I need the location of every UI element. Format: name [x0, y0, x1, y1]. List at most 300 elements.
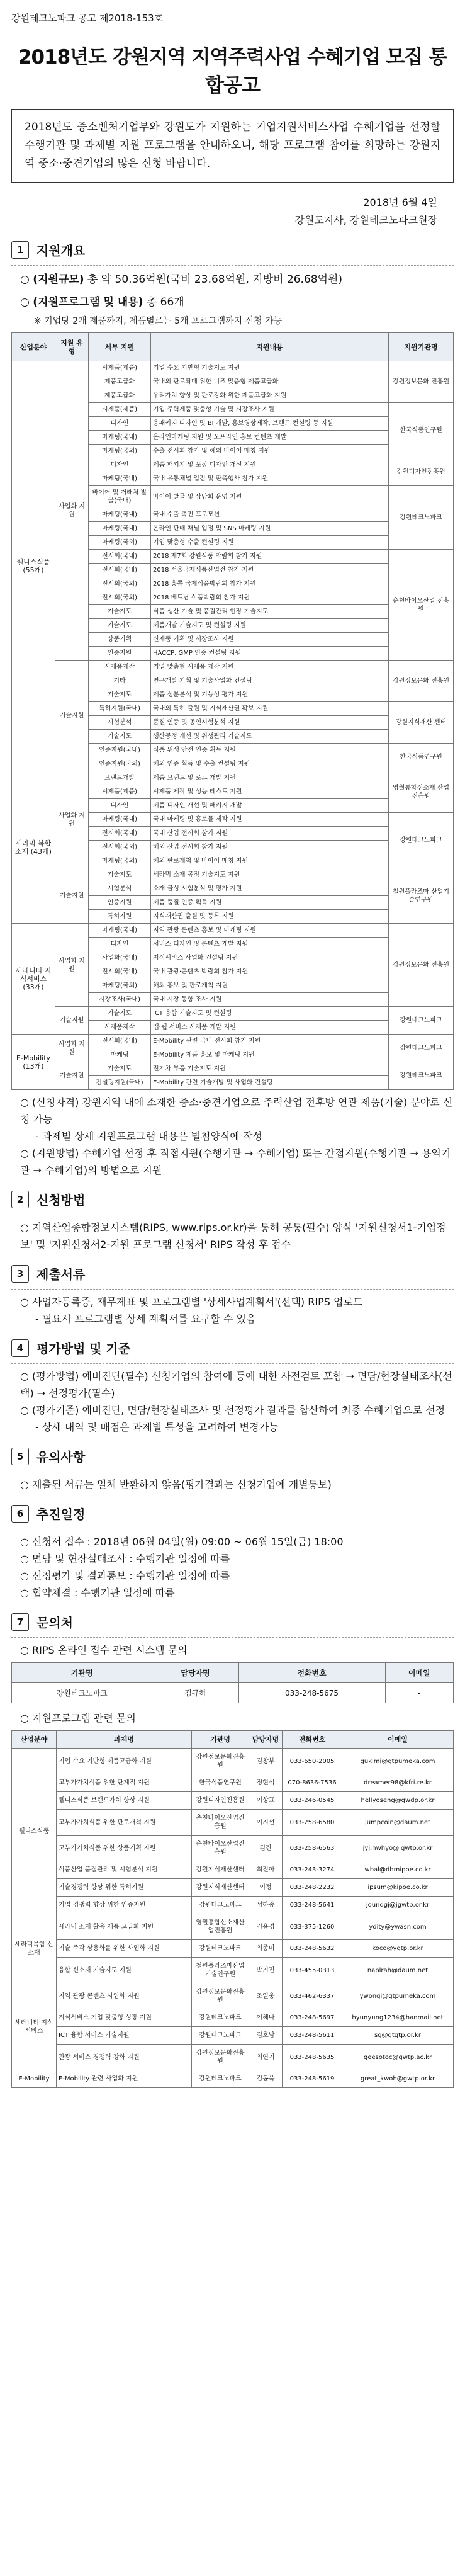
dept-person: 김창부	[249, 1749, 283, 1774]
program-org: 강원테크노파크	[389, 1062, 454, 1090]
dept-phone: 033-248-5632	[283, 1940, 342, 1958]
program-content: 세라믹 소재 공정 기술지도 지원	[151, 868, 389, 882]
program-content: 우리가치 향상 및 판로강화 위한 제품고급화 지원	[151, 389, 389, 403]
dept-email[interactable]: hyunyung1234@hanmail.net	[342, 2009, 454, 2027]
section-5-heading	[11, 1447, 454, 1465]
program-detail: 시제품(제품)	[89, 361, 151, 375]
dept-row	[12, 2027, 454, 2045]
dept-email[interactable]: sg@gtgtp.or.kr	[342, 2027, 454, 2045]
program-header-cell: 세부 지원	[89, 333, 151, 361]
program-industry: 웰니스식품 (55개)	[12, 361, 55, 771]
program-row	[12, 361, 454, 375]
program-content: 제품 품질 인증 획득 지원	[151, 896, 389, 910]
program-detail: 마케팅(국내)	[89, 472, 151, 486]
program-type: 사업화 지원	[55, 924, 89, 1007]
section-6-number: 6	[11, 1505, 29, 1523]
program-detail: 기타	[89, 674, 151, 688]
section-3-body	[20, 1293, 454, 1327]
dept-phone: 033-258-6580	[283, 1810, 342, 1836]
documents-text: 사업자등록증, 재무제표 및 프로그램별 '상세사업계획서'(선택) RIPS 업로드	[32, 1296, 363, 1308]
dept-org: 강원테크노파크	[192, 1940, 249, 1958]
dept-person: 이정	[249, 1879, 283, 1897]
dept-email[interactable]: great_kwoh@gwtp.or.kr	[342, 2070, 454, 2088]
program-org: 강원정보문화 진흥원	[389, 361, 454, 403]
contact-header-cell: 전화번호	[238, 1663, 385, 1683]
support-method: ○ (지원방법) 수혜기업 선정 후 직접지원(수행기관 → 수혜기업) 또는 간접지원(수행기관 → 용역기관 → 수혜기업)의 방법으로 지원	[20, 1147, 451, 1176]
program-detail: 시제품제작	[89, 1021, 151, 1035]
dept-phone: 033-246-0545	[283, 1792, 342, 1810]
contact-sub-1: ○ RIPS 온라인 접수 관련 시스템 문의	[20, 1644, 188, 1656]
caution-line: ○ 제출된 서류는 일체 반환하지 않음(평가결과는 신청기업에 개별통보)	[20, 1478, 332, 1490]
program-org: 영월통합신소재 산업 진흥원	[389, 771, 454, 813]
program-content: E-Mobility 관련 국내 전시회 참가 지원	[151, 1035, 389, 1048]
program-content: 신제품 기획 및 시장조사 지원	[151, 633, 389, 647]
program-content: 식품 위생 안전 인증 획득 지원	[151, 744, 389, 757]
dept-email[interactable]: wbal@dhmipoe.co.kr	[342, 1861, 454, 1879]
program-detail: 마케팅(국내)	[89, 522, 151, 536]
program-content: 기업 맞춤형 수출 컨설팅 지원	[151, 536, 389, 550]
dept-task: 고부가가치식품 위한 판로개척 지원	[57, 1810, 192, 1836]
support-scale-text: 총 약 50.36억원(국비 23.68억원, 지방비 26.68억원)	[87, 273, 343, 286]
dept-phone: 033-243-3274	[283, 1861, 342, 1879]
dept-email[interactable]: koco@ygtp.or.kr	[342, 1940, 454, 1958]
schedule-text-4: 협약체결 : 수행기관 일정에 따름	[32, 1587, 175, 1599]
program-detail: 기술지도	[89, 1062, 151, 1076]
dept-person: 정현석	[249, 1774, 283, 1792]
dept-row	[12, 1983, 454, 2009]
program-detail: 기술지도	[89, 605, 151, 619]
program-detail: 마케팅	[89, 1048, 151, 1062]
program-detail: 브랜드개발	[89, 771, 151, 785]
program-detail: 디자인	[89, 799, 151, 813]
section-4-number: 4	[11, 1339, 29, 1357]
dept-phone: 033-462-6337	[283, 1983, 342, 2009]
program-table-header	[12, 333, 454, 361]
program-type: 기술지원	[55, 1062, 89, 1090]
program-detail: 전시회(국내)	[89, 827, 151, 841]
dept-phone: 033-248-2232	[283, 1879, 342, 1897]
dept-person: 이지선	[249, 1810, 283, 1836]
program-detail: 전시회(국외)	[89, 591, 151, 605]
dept-row	[12, 1749, 454, 1774]
program-type: 기술지원	[55, 1007, 89, 1035]
issuer: 강원도지사, 강원테크노파크원장	[294, 214, 437, 226]
program-content: 연구개발 기획 및 기술사업화 컨설팅	[151, 674, 389, 688]
dept-phone: 033-375-1260	[283, 1914, 342, 1940]
contact-sub-1-text: RIPS 온라인 접수 관련 시스템 문의	[32, 1644, 188, 1656]
dept-phone: 033-248-5641	[283, 1897, 342, 1914]
program-detail: 상품기획	[89, 633, 151, 647]
program-table	[11, 332, 454, 1090]
dept-person: 성하중	[249, 1897, 283, 1914]
contact-cell: 강원테크노파크	[12, 1683, 152, 1703]
program-detail: 시험분석	[89, 716, 151, 730]
dept-header-cell: 담당자명	[249, 1731, 283, 1749]
section-2-heading	[11, 1190, 454, 1208]
program-org: 강원지식재산 센터	[389, 702, 454, 744]
dept-phone: 033-248-5619	[283, 2070, 342, 2088]
program-content: 국내 시장 동향 조사 지원	[151, 993, 389, 1007]
contact-header-cell: 담당자명	[152, 1663, 238, 1683]
dept-row	[12, 2045, 454, 2070]
program-detail: 전시회(국외)	[89, 577, 151, 591]
schedule-line-3: ○ 선정평가 및 결과통보 : 수행기관 일정에 따름	[20, 1570, 230, 1582]
eligibility-text: (신청자격) 강원지역 내에 소재한 중소·중견기업으로 주력산업 전후방 연관 제품(기술) 분야로 신청 가능	[20, 1096, 453, 1125]
dept-industry: E-Mobility	[12, 2070, 57, 2088]
section-2-title: 신청방법	[36, 1193, 86, 1208]
program-detail: 인증지원	[89, 647, 151, 661]
program-detail: 전시회(국내)	[89, 564, 151, 577]
program-org: 춘천바이오산업 진흥원	[389, 550, 454, 661]
program-table-body	[12, 361, 454, 1090]
dept-row	[12, 1879, 454, 1897]
program-content: 기업 수요 기반형 기술지도 지원	[151, 361, 389, 375]
dept-row	[12, 1774, 454, 1792]
section-6-title: 추진일정	[36, 1507, 86, 1522]
program-content: 국내외 특허 출원 및 지식재산권 확보 지원	[151, 702, 389, 716]
section-2-body	[20, 1219, 454, 1253]
apply-method: ○ 지역산업종합정보시스템(RIPS, www.rips.or.kr)을 통해 공통(필수) 양식 '지원신청서1-기업정보' 및 '지원신청서2-지원 프로그램 신청서' RIPS 작성 후 접수	[20, 1222, 446, 1251]
contact-header-cell: 기관명	[12, 1663, 152, 1683]
dept-header-cell: 이메일	[342, 1731, 454, 1749]
section-3-divider	[11, 1289, 454, 1290]
program-content: 해외 인증 획득 및 수출 컨설팅 지원	[151, 757, 389, 771]
program-type: 기술지원	[55, 868, 89, 924]
schedule-text-3: 선정평가 및 결과통보 : 수행기관 일정에 따름	[32, 1570, 230, 1582]
program-detail: 시장조사(국내)	[89, 993, 151, 1007]
schedule-line-2: ○ 면담 및 현장실태조사 : 수행기관 일정에 따름	[20, 1553, 230, 1565]
eligibility-sub: - 과제별 상세 지원프로그램 내용은 별첨양식에 작성	[35, 1130, 262, 1142]
caution-text: 제출된 서류는 일체 반환하지 않음(평가결과는 신청기업에 개별통보)	[32, 1478, 332, 1490]
program-content: 해외 판로개척 및 바이어 매칭 지원	[151, 854, 389, 868]
program-content: 제품개발 기술지도 및 컨설팅 지원	[151, 619, 389, 633]
program-content: 식품 생산 기술 및 품질관리 현장 기술지도	[151, 605, 389, 619]
dept-row	[12, 1914, 454, 1940]
program-content: 지식재산권 출원 및 등록 지원	[151, 910, 389, 924]
dept-org: 강원지식재산센터	[192, 1879, 249, 1897]
program-contact-table	[11, 1730, 454, 2088]
program-content: 앱·웹 서비스 시제품 개발 지원	[151, 1021, 389, 1035]
dept-row	[12, 1861, 454, 1879]
program-content: 소재 물성 시험분석 및 평가 지원	[151, 882, 389, 896]
program-row	[12, 771, 454, 785]
program-content: E-Mobility 제품 홍보 및 마케팅 지원	[151, 1048, 389, 1062]
support-content: ○ (지원프로그램 및 내용) 총 66개	[20, 296, 184, 309]
program-content: ICT 융합 기술지도 및 컨설팅	[151, 1007, 389, 1021]
support-method-text: (지원방법) 수혜기업 선정 후 직접지원(수행기관 → 수혜기업) 또는 간접지원(수행기관 → 용역기관 → 수혜기업)의 방법으로 지원	[20, 1147, 451, 1176]
dept-org: 강원테크노파크	[192, 2027, 249, 2045]
dept-email[interactable]: gukimi@gtpumeka.com	[342, 1749, 454, 1774]
rips-contact-table	[11, 1662, 454, 1703]
dept-industry: 세레니티 지식서비스	[12, 1983, 57, 2070]
apply-method-text[interactable]: 지역산업종합정보시스템(RIPS, www.rips.or.kr)을 통해 공통(필수) 양식 '지원신청서1-기업정보' 및 '지원신청서2-지원 프로그램 신청서' RIPS 작성 후 접수	[20, 1222, 446, 1251]
dept-row	[12, 1897, 454, 1914]
dept-phone: 033-650-2005	[283, 1749, 342, 1774]
program-content: 국내 마케팅 및 홍보물 제작 지원	[151, 813, 389, 827]
program-org: 강원테크노파크	[389, 813, 454, 868]
dept-org: 강원테크노파크	[192, 2009, 249, 2027]
dept-task: 웰니스식품 브랜드가치 향상 지원	[57, 1792, 192, 1810]
program-industry: E-Mobility (13개)	[12, 1035, 55, 1090]
dept-task: 기술 즉각 상용화를 위한 사업화 지원	[57, 1940, 192, 1958]
dept-phone: 033-248-5635	[283, 2045, 342, 2070]
section-6-heading	[11, 1504, 454, 1523]
dept-person: 김호남	[249, 2027, 283, 2045]
program-detail: 인증지원	[89, 896, 151, 910]
program-content: HACCP, GMP 인증 컨설팅 지원	[151, 647, 389, 661]
section-5-number: 5	[11, 1448, 29, 1465]
program-detail: 디자인	[89, 458, 151, 472]
dept-org: 강원테크노파크	[192, 1897, 249, 1914]
section-4-body	[20, 1368, 454, 1436]
dept-industry: 웰니스식품	[12, 1749, 57, 1914]
documents-line: ○ 사업자등록증, 재무제표 및 프로그램별 '상세사업계획서'(선택) RIPS 업로드	[20, 1296, 363, 1308]
dept-row	[12, 1958, 454, 1983]
program-detail: 디자인	[89, 417, 151, 431]
program-contact-header	[12, 1731, 454, 1749]
program-row	[12, 1062, 454, 1076]
program-type: 사업화 지원	[55, 361, 89, 661]
program-content: 바이어 발굴 및 상담회 운영 지원	[151, 486, 389, 508]
evaluation-method: ○ (평가방법) 예비진단(필수) 신청기업의 참여에 등에 대한 사전검토 포함 → 면담/현장실태조사(선택) → 선정평가(필수)	[20, 1370, 452, 1399]
program-content: 국내 유통채널 입점 및 판촉행사 참가 지원	[151, 472, 389, 486]
program-industry: 세라믹 복합소재 (43개)	[12, 771, 55, 924]
schedule-text-2: 면담 및 현장실태조사 : 수행기관 일정에 따름	[32, 1553, 230, 1565]
dept-task: E-Mobility 관련 사업화 지원	[57, 2070, 192, 2088]
evaluation-sub: - 상세 내역 및 배점은 과제별 특성을 고려하여 변경가능	[35, 1421, 279, 1433]
evaluation-method-text: (평가방법) 예비진단(필수) 신청기업의 참여에 등에 대한 사전검토 포함 → 면담/현장실태조사(선택) → 선정평가(필수)	[20, 1370, 452, 1399]
contact-cell: -	[385, 1683, 454, 1703]
dept-email[interactable]: geesotoc@gwtp.ac.kr	[342, 2045, 454, 2070]
section-4-heading	[11, 1339, 454, 1357]
program-content: 국내 관광·콘텐츠 박람회 참가 지원	[151, 965, 389, 979]
program-content: 시제품 제작 및 성능 테스트 지원	[151, 785, 389, 799]
program-detail: 컨설팅지원(국내)	[89, 1076, 151, 1090]
dept-phone: 033-455-0313	[283, 1958, 342, 1983]
dept-phone: 070-8636-7536	[283, 1774, 342, 1792]
section-6-body	[20, 1533, 454, 1601]
dept-row	[12, 1940, 454, 1958]
notice-date: 2018년 6월 4일	[363, 196, 437, 208]
dept-person: 최진아	[249, 1861, 283, 1879]
program-row	[12, 1007, 454, 1021]
program-content: 2018 서울국제식품산업전 참가 지원	[151, 564, 389, 577]
program-content: 해외 산업 전시회 참가 지원	[151, 841, 389, 854]
dept-email[interactable]: naplrah@daum.net	[342, 1958, 454, 1983]
section-3-heading	[11, 1264, 454, 1283]
dept-task: 기술경쟁력 향상 위한 특허지원	[57, 1879, 192, 1897]
program-header-cell: 지원 유형	[55, 333, 89, 361]
dept-person: 이혜나	[249, 2009, 283, 2027]
dept-task: 기업 수요 기반형 제품고급화 지원	[57, 1749, 192, 1774]
rips-contact-header	[12, 1663, 454, 1683]
program-org: 한국식품연구원	[389, 744, 454, 771]
dept-email[interactable]: jounqgj@jgwtp.or.kr	[342, 1897, 454, 1914]
dept-person: 김동욱	[249, 2070, 283, 2088]
section-5-title: 유의사항	[36, 1450, 86, 1465]
program-org: 강원테크노파크	[389, 486, 454, 550]
program-content: 제품 성분분석 및 기능성 평가 지원	[151, 688, 389, 702]
eligibility: ○ (신청자격) 강원지역 내에 소재한 중소·중견기업으로 주력산업 전후방 연관 제품(기술) 분야로 신청 가능	[20, 1096, 453, 1125]
dept-email[interactable]: ywongi@gtpumeka.com	[342, 1983, 454, 2009]
program-detail: 전시회(국내)	[89, 965, 151, 979]
dept-task: 관광 서비스 경쟁력 강화 지원	[57, 2045, 192, 2070]
program-detail: 기술지도	[89, 868, 151, 882]
program-detail: 특허지원(국내)	[89, 702, 151, 716]
dept-header-cell: 과제명	[57, 1731, 192, 1749]
support-scale: ○ (지원규모) 총 약 50.36억원(국비 23.68억원, 지방비 26.68억원)	[20, 273, 343, 286]
program-detail: 시제품(제품)	[89, 403, 151, 417]
support-note: ※ 기업당 2개 제품까지, 제품별로는 5개 프로그램까지 신청 가능	[34, 316, 283, 326]
dept-task: 식품산업 품질관리 및 시험분석 지원	[57, 1861, 192, 1879]
page-title: 2018년도 강원지역 지역주력사업 수혜기업 모집 통합공고	[18, 46, 447, 97]
program-content: 제품 디자인 개선 및 패키지 개발	[151, 799, 389, 813]
date-block	[11, 194, 437, 229]
dept-row	[12, 2070, 454, 2088]
program-org: 철원플라즈마 산업기술연구원	[389, 868, 454, 924]
program-content: 생산공정 개선 및 위생관리 기술지도	[151, 730, 389, 744]
dept-header-cell: 산업분야	[12, 1731, 57, 1749]
support-scale-label: (지원규모)	[33, 273, 84, 286]
dept-email[interactable]: jumpcoin@daum.net	[342, 1810, 454, 1836]
dept-task: 지식서비스 기업 맞춤형 성장 지원	[57, 2009, 192, 2027]
documents-sub: - 필요시 프로그램별 상세 계획서를 요구할 수 있음	[35, 1313, 256, 1325]
support-content-text: 총 66개	[146, 296, 184, 309]
dept-phone: 033-248-5611	[283, 2027, 342, 2045]
program-detail: 디자인	[89, 938, 151, 951]
dept-org: 강원정보문화진흥원	[192, 2045, 249, 2070]
dept-person: 최종미	[249, 1940, 283, 1958]
dept-org: 강원정보문화진흥원	[192, 1749, 249, 1774]
dept-person: 박기진	[249, 1958, 283, 1983]
program-detail: 인증지원(국내)	[89, 744, 151, 757]
program-detail: 마케팅(국내)	[89, 508, 151, 522]
contact-cell: 033-248-5675	[238, 1683, 385, 1703]
program-org: 강원테크노파크	[389, 1007, 454, 1035]
section-1-extra	[20, 1094, 454, 1179]
program-content: E-Mobility 관련 기술개발 및 사업화 컨설팅	[151, 1076, 389, 1090]
dept-row	[12, 1836, 454, 1861]
program-detail: 마케팅(국내)	[89, 431, 151, 445]
dept-email[interactable]: jyj.hwhyo@jgwtp.or.kr	[342, 1836, 454, 1861]
program-type: 사업화 지원	[55, 1035, 89, 1062]
program-detail: 바이어 및 거래처 발굴(국내)	[89, 486, 151, 508]
dept-org: 춘천바이오산업진흥원	[192, 1836, 249, 1861]
program-detail: 시제품제작	[89, 661, 151, 674]
program-org: 강원디자인진흥원	[389, 458, 454, 486]
program-detail: 기술지도	[89, 1007, 151, 1021]
program-content: 국내외 판로확대 위한 니즈 맞춤형 제품고급화	[151, 375, 389, 389]
dept-email[interactable]: dreamer98@kfri.re.kr	[342, 1774, 454, 1792]
program-org: 한국식품연구원	[389, 403, 454, 458]
program-org: 강원정보문화 진흥원	[389, 661, 454, 702]
evaluation-criteria-text: (평가기준) 예비진단, 면담/현장실태조사 및 선정평가 결과를 합산하여 최종 수혜기업으로 선정	[32, 1404, 445, 1416]
program-org: 강원정보문화 진흥원	[389, 924, 454, 1007]
program-content: 2018 제7회 강원식품 박람회 참가 지원	[151, 550, 389, 564]
program-detail: 마케팅(국외)	[89, 445, 151, 458]
program-type: 사업화 지원	[55, 771, 89, 868]
dept-email[interactable]: hellyoseng@gwdp.or.kr	[342, 1792, 454, 1810]
section-7-title: 문의처	[36, 1615, 73, 1630]
program-row	[12, 868, 454, 882]
program-content: 전기차 부품 기술지도 지원	[151, 1062, 389, 1076]
program-header-cell: 지원내용	[151, 333, 389, 361]
section-7-divider	[11, 1637, 454, 1638]
program-detail: 마케팅(국외)	[89, 536, 151, 550]
program-content: 수출 전시회 참가 및 해외 바이어 매칭 지원	[151, 445, 389, 458]
program-detail: 인증지원(국외)	[89, 757, 151, 771]
section-1-divider	[11, 265, 454, 266]
dept-row	[12, 1810, 454, 1836]
dept-email[interactable]: ipsum@kipoe.co.kr	[342, 1879, 454, 1897]
program-type: 기술지원	[55, 661, 89, 771]
contact-sub-2: ○ 지원프로그램 관련 문의	[20, 1712, 136, 1724]
dept-org: 춘천바이오산업진흥원	[192, 1810, 249, 1836]
program-detail: 기술지도	[89, 730, 151, 744]
program-content: 지식서비스 사업화 컨설팅 지원	[151, 951, 389, 965]
section-2-number: 2	[11, 1191, 29, 1208]
program-detail: 시험분석	[89, 882, 151, 896]
evaluation-criteria: ○ (평가기준) 예비진단, 면담/현장실태조사 및 선정평가 결과를 합산하여 최종 수혜기업으로 선정	[20, 1404, 445, 1416]
dept-email[interactable]: ydity@ywasn.com	[342, 1914, 454, 1940]
program-detail: 전시회(국내)	[89, 550, 151, 564]
program-content: 온라인 판매 채널 입점 및 SNS 마케팅 지원	[151, 522, 389, 536]
program-content: 해외 홍보 및 판로개척 지원	[151, 979, 389, 993]
program-detail: 사업화(국내)	[89, 951, 151, 965]
schedule-text-1: 신청서 접수 : 2018년 06월 04일(월) 09:00 ~ 06월 15일(금) 18:00	[32, 1536, 344, 1548]
dept-person: 최연기	[249, 2045, 283, 2070]
section-1-number: 1	[11, 241, 29, 259]
program-content: 제품 브랜드 및 로고 개발 지원	[151, 771, 389, 785]
dept-task: 지역 관광 콘텐츠 사업화 지원	[57, 1983, 192, 2009]
lead-box: 2018년도 중소벤처기업부와 강원도가 지원하는 기업지원서비스사업 수혜기업을 선정할 수행기관 및 과제별 지원 프로그램을 안내하오니, 해당 프로그램 참여를 희망하는 강원지역 중소·중견기업의 많은 신청 바랍니다.	[11, 109, 454, 183]
program-row	[12, 661, 454, 674]
dept-person: 이상표	[249, 1792, 283, 1810]
rips-contact-row	[12, 1683, 454, 1703]
program-row	[12, 1035, 454, 1048]
schedule-line-1: ○ 신청서 접수 : 2018년 06월 04일(월) 09:00 ~ 06월 15일(금) 18:00	[20, 1536, 344, 1548]
program-detail: 제품고급화	[89, 389, 151, 403]
program-content: 국내 수출 촉진 프로모션	[151, 508, 389, 522]
program-content: 용패키지 디자인 및 BI 개발, 홍보영상제작, 브랜드 컨설팅 등 지원	[151, 417, 389, 431]
section-3-number: 3	[11, 1265, 29, 1283]
dept-org: 철원플라즈마산업기술연구원	[192, 1958, 249, 1983]
program-detail: 기술지도	[89, 619, 151, 633]
program-detail: 전시회(국외)	[89, 841, 151, 854]
section-4-title: 평가방법 및 기준	[36, 1341, 131, 1356]
dept-org: 강원지식재산센터	[192, 1861, 249, 1879]
contact-header-cell: 이메일	[385, 1663, 454, 1683]
notice-number: 강원테크노파크 공고 제2018-153호	[11, 13, 164, 24]
section-4-divider	[11, 1363, 454, 1364]
program-detail: 시제품(제품)	[89, 785, 151, 799]
section-7-heading	[11, 1613, 454, 1631]
dept-org: 강원정보문화진흥원	[192, 1983, 249, 2009]
program-industry: 세레니티 지식서비스 (33개)	[12, 924, 55, 1035]
contact-sub-2-text: 지원프로그램 관련 문의	[32, 1712, 136, 1724]
program-header-cell: 지원기관명	[389, 333, 454, 361]
program-detail: 기술지도	[89, 688, 151, 702]
dept-person: 조일웅	[249, 1983, 283, 2009]
program-detail: 특허지원	[89, 910, 151, 924]
dept-org: 한국식품연구원	[192, 1774, 249, 1792]
program-content: 국내 산업 전시회 참가 지원	[151, 827, 389, 841]
program-content: 품질 인증 및 공인시험분석 지원	[151, 716, 389, 730]
program-org: 강원테크노파크	[389, 1035, 454, 1062]
dept-phone: 033-258-6563	[283, 1836, 342, 1861]
schedule-line-4: ○ 협약체결 : 수행기관 일정에 따름	[20, 1587, 175, 1599]
dept-task: 고부가가치식품 위한 상품기획 지원	[57, 1836, 192, 1861]
